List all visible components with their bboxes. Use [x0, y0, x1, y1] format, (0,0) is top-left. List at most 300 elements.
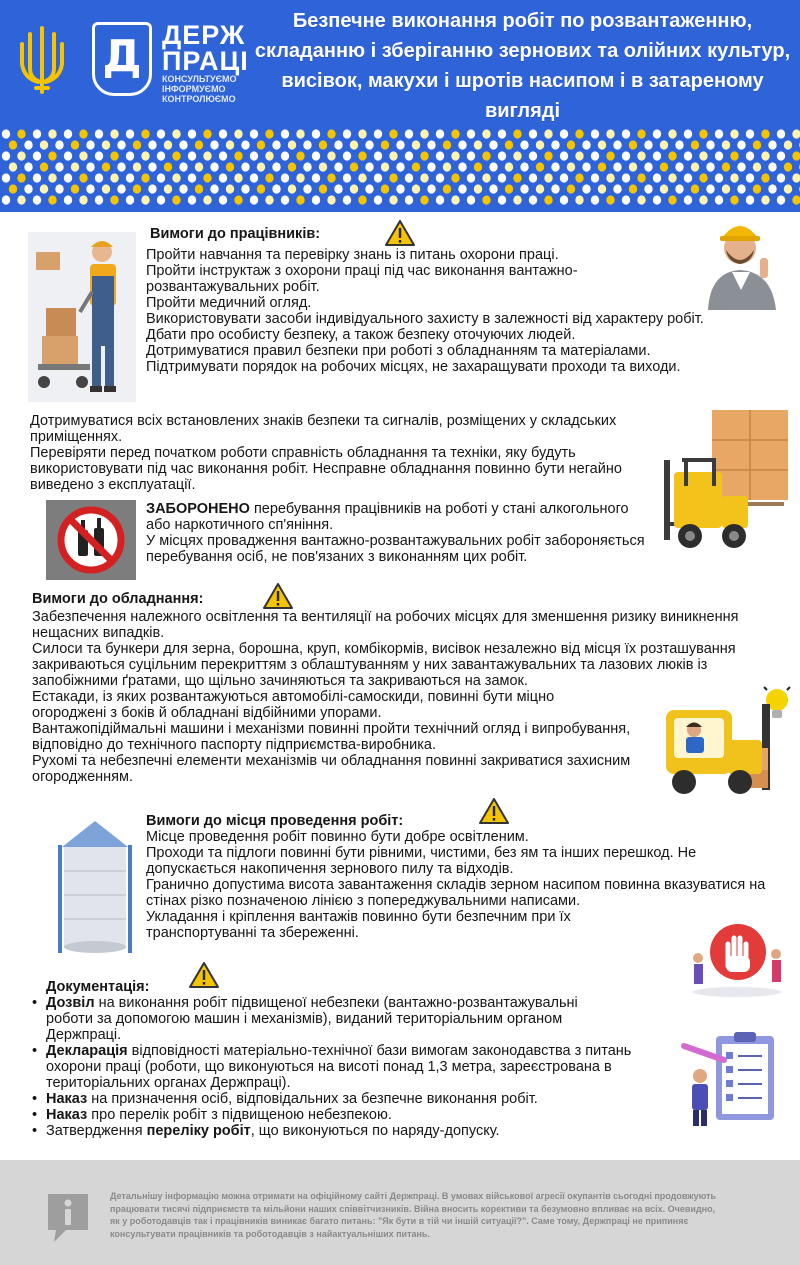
grain-dot — [334, 162, 342, 171]
forbidden-text-1 — [146, 501, 646, 533]
grain-dot — [2, 173, 10, 182]
grain-dot — [536, 140, 544, 149]
grain-dot — [79, 151, 87, 160]
doc-text: про перелік робіт з підвищеною небезпекою. — [87, 1107, 392, 1123]
grain-dot — [598, 162, 606, 171]
grain-dot — [389, 195, 397, 204]
grain-dot — [250, 195, 258, 204]
grain-dot — [110, 195, 118, 204]
grain-dot — [64, 173, 72, 182]
grain-dot — [203, 195, 211, 204]
grain-dot — [737, 140, 745, 149]
grain-dot — [219, 151, 227, 160]
grain-dot — [644, 184, 652, 193]
grain-dot — [405, 195, 413, 204]
grain-dot — [591, 151, 599, 160]
grain-dot — [17, 129, 25, 138]
grain-dot — [219, 129, 227, 138]
grain-dot — [381, 184, 389, 193]
list-item — [30, 1107, 670, 1123]
grain-dot — [544, 195, 552, 204]
grain-dot — [489, 162, 497, 171]
grain-dot — [436, 151, 444, 160]
equipment-list — [32, 609, 772, 785]
grain-dot — [2, 151, 10, 160]
grain-dot — [529, 173, 537, 182]
grain-dot — [210, 184, 218, 193]
grain-dot — [102, 140, 110, 149]
grain-dot — [95, 129, 103, 138]
grain-dot — [560, 151, 568, 160]
list-item: Проходи та підлоги повинні бути рівними, чистими, без ям та інших перешкод. Не допускається накопичення зернового пилу та відходів. — [146, 845, 697, 877]
grain-dot — [343, 195, 351, 204]
grain-dot — [660, 140, 668, 149]
grain-dot — [622, 195, 630, 204]
grain-dot — [551, 184, 559, 193]
grain-dot — [706, 184, 714, 193]
grain-dot — [575, 195, 583, 204]
grain-dot — [706, 162, 714, 171]
grain-dot — [40, 184, 48, 193]
grain-dot — [591, 173, 599, 182]
grain-dot — [567, 140, 575, 149]
grain-dot — [358, 151, 366, 160]
grain-dot — [133, 184, 141, 193]
grain-dot — [427, 184, 435, 193]
grain-dot — [141, 195, 149, 204]
list-item: Забезпечення належного освітлення та вентиляції на робочих місцях для зменшення ризику виникнення нещасних випадків. — [32, 609, 739, 641]
grain-dot — [699, 195, 707, 204]
grain-dot — [17, 173, 25, 182]
grain-dot — [226, 162, 234, 171]
grain-dot — [33, 195, 41, 204]
grain-dot — [110, 129, 118, 138]
grain-dot — [746, 129, 754, 138]
forbidden-text-2: У місцях провадження вантажно-розвантажувальних робіт забороняється перебування осіб, не пов'язаних з виконанням цих робіт. — [146, 533, 645, 565]
grain-dot — [544, 151, 552, 160]
grain-dot — [622, 151, 630, 160]
grain-dot — [350, 140, 358, 149]
grain-dot — [684, 151, 692, 160]
grain-dot — [117, 162, 125, 171]
grain-dot — [668, 151, 676, 160]
grain-dot — [792, 129, 800, 138]
workplace-list — [146, 829, 776, 941]
warning-icon — [478, 797, 510, 825]
grain-dot — [110, 151, 118, 160]
grain-dot — [622, 129, 630, 138]
grain-dot — [706, 140, 714, 149]
grain-dot — [451, 151, 459, 160]
grain-dot — [675, 140, 683, 149]
grain-dot — [281, 151, 289, 160]
grain-dot — [653, 195, 661, 204]
grain-dot — [684, 173, 692, 182]
grain-dot — [451, 195, 459, 204]
grain-dot — [296, 173, 304, 182]
grain-dot — [303, 162, 311, 171]
grain-dot — [250, 129, 258, 138]
grain-dot — [281, 173, 289, 182]
checklist-clipboard-illustration — [680, 1030, 780, 1130]
grain-dot — [753, 140, 761, 149]
forklift-with-boxes-illustration — [660, 410, 788, 555]
list-item — [30, 995, 670, 1043]
grain-dot — [513, 173, 521, 182]
grain-dot — [389, 129, 397, 138]
grain-dot — [644, 140, 652, 149]
grain-dot — [777, 173, 785, 182]
grain-dot — [343, 151, 351, 160]
grain-dot — [86, 184, 94, 193]
grain-dot — [195, 184, 203, 193]
grain-dot — [234, 173, 242, 182]
grain-dot — [64, 151, 72, 160]
grain-dot — [9, 140, 17, 149]
grain-dot — [629, 140, 637, 149]
grain-dot — [33, 173, 41, 182]
grain-dot — [520, 184, 528, 193]
grain-dot — [420, 173, 428, 182]
grain-dot — [33, 151, 41, 160]
grain-dot — [179, 162, 187, 171]
grain-dot — [172, 195, 180, 204]
grain-dot — [520, 162, 528, 171]
list-item: Використовувати засоби індивідуального захисту в залежності від характеру робіт. — [146, 311, 704, 327]
grain-dot — [95, 151, 103, 160]
grain-dot — [467, 173, 475, 182]
grain-dot — [412, 184, 420, 193]
doc-text: відповідності матеріально-технічної бази вимогам законодавства з питань охорони праці (роботи, що виконуються на висоті понад 1,3 метра, зареєстрована в територіальних органах Держпраці). — [46, 1043, 632, 1091]
grain-dot — [126, 129, 134, 138]
grain-dot — [95, 173, 103, 182]
grain-dot — [257, 162, 265, 171]
grain-dot — [443, 184, 451, 193]
grain-dot — [55, 140, 63, 149]
grain-dot — [343, 173, 351, 182]
grain-dot — [768, 162, 776, 171]
list-item: Естакади, із яких розвантажуються автомобілі-самоскиди, повинні бути міцно огороджені з боків й обладнані відбійними упорами. — [32, 689, 555, 721]
grain-dot — [226, 140, 234, 149]
grain-dot — [312, 195, 320, 204]
grain-dot — [358, 129, 366, 138]
grain-dot — [188, 129, 196, 138]
grain-dot — [613, 184, 621, 193]
grain-dot — [699, 151, 707, 160]
grain-dot — [551, 140, 559, 149]
grain-dot — [777, 129, 785, 138]
grain-dot — [746, 151, 754, 160]
grain-dot — [281, 195, 289, 204]
grain-dot — [591, 129, 599, 138]
grain-dot — [71, 162, 79, 171]
grain-dot — [327, 151, 335, 160]
doc-text: на призначення осіб, відповідальних за безпечне виконання робіт. — [87, 1091, 538, 1107]
list-item: Підтримувати порядок на робочих місцях, не захаращувати проходи та виходи. — [146, 359, 681, 375]
grain-dot — [250, 173, 258, 182]
grain-dot — [64, 195, 72, 204]
grain-dot — [699, 173, 707, 182]
doc-bold: Наказ — [46, 1107, 88, 1123]
grain-dot — [365, 140, 373, 149]
grain-dot — [381, 162, 389, 171]
grain-dot — [637, 173, 645, 182]
grain-dot — [405, 129, 413, 138]
stop-hand-illustration — [686, 918, 788, 998]
forbidden-block — [146, 501, 646, 565]
grain-dot — [48, 151, 56, 160]
brand-line-2: ПРАЦІ — [162, 46, 249, 76]
grain-dot — [768, 140, 776, 149]
warning-icon — [262, 582, 294, 610]
grain-dot — [784, 162, 792, 171]
grain-dot — [141, 173, 149, 182]
grain-dot — [17, 195, 25, 204]
grain-dot — [560, 195, 568, 204]
grain-dot — [482, 129, 490, 138]
grain-dot — [753, 184, 761, 193]
grain-dot — [715, 151, 723, 160]
grain-dot — [334, 184, 342, 193]
list-item: Укладання і кріплення вантажів повинно бути безпечним при їх транспортуванні та збереженні. — [146, 909, 571, 941]
grain-dot — [374, 195, 382, 204]
grain-dot — [498, 173, 506, 182]
grain-dot — [374, 173, 382, 182]
grain-dot — [482, 173, 490, 182]
grain-dot — [489, 140, 497, 149]
doc-text: , що виконуються по наряду-допуску. — [250, 1123, 500, 1139]
grain-dot — [474, 140, 482, 149]
grain-dot — [606, 151, 614, 160]
grain-dot — [164, 184, 172, 193]
derzhpratsi-logo — [92, 22, 152, 96]
grain-dot — [327, 129, 335, 138]
grain-dot — [95, 195, 103, 204]
list-item: Місце проведення робіт повинно бути добре освітленим. — [146, 829, 529, 845]
grain-dot — [327, 173, 335, 182]
grain-dot — [203, 173, 211, 182]
grain-dot — [575, 129, 583, 138]
grain-dot — [629, 162, 637, 171]
list-item: Пройти інструктаж з охорони праці під час виконання вантажно-розвантажувальних робіт. — [146, 263, 578, 295]
grain-dot — [33, 129, 41, 138]
warning-icon — [188, 961, 220, 989]
grain-dot — [312, 129, 320, 138]
grain-dot — [312, 173, 320, 182]
grain-dot — [792, 151, 800, 160]
list-item: Дбати про особисту безпеку, а також безпеку оточуючих людей. — [146, 327, 576, 343]
grain-dot — [234, 195, 242, 204]
footer-info — [0, 1160, 800, 1265]
grain-dot — [467, 129, 475, 138]
grain-dot — [188, 151, 196, 160]
grain-dot — [334, 140, 342, 149]
grain-dot — [529, 129, 537, 138]
grain-dot — [544, 173, 552, 182]
grain-dot — [396, 140, 404, 149]
warning-icon — [384, 219, 416, 247]
grain-dot — [141, 129, 149, 138]
grain-dot — [498, 129, 506, 138]
list-item: Дотримуватися всіх встановлених знаків безпеки та сигналів, розміщених у складських приміщеннях. — [30, 413, 617, 445]
grain-dot — [102, 184, 110, 193]
documents-list — [30, 995, 670, 1139]
grain-dot — [117, 140, 125, 149]
grain-dot — [792, 195, 800, 204]
grain-dot — [350, 184, 358, 193]
grain-dot — [675, 162, 683, 171]
forbidden-label: ЗАБОРОНЕНО — [146, 501, 250, 517]
grain-dot — [598, 140, 606, 149]
grain-dot — [637, 151, 645, 160]
grain-dot — [234, 151, 242, 160]
grain-dot — [312, 151, 320, 160]
grain-dot — [374, 151, 382, 160]
list-item — [30, 1091, 670, 1107]
grain-dot — [505, 162, 513, 171]
grain-dot — [203, 129, 211, 138]
doc-bold: Декларація — [46, 1043, 128, 1059]
grain-dot — [575, 151, 583, 160]
grain-dot — [24, 184, 32, 193]
grain-dot — [606, 195, 614, 204]
grain-dot — [148, 140, 156, 149]
grain-dot — [529, 151, 537, 160]
grain-dot — [117, 184, 125, 193]
brand-line-1: ДЕРЖ — [162, 20, 246, 50]
grain-dot — [24, 162, 32, 171]
page-title: Безпечне виконання робіт по розвантаженню, складанню і зберіганню зернових та олійних культур, висівок, макухи і шротів насипом і в затареному вигляді — [254, 10, 791, 122]
grain-dot — [784, 184, 792, 193]
grain-dot — [126, 195, 134, 204]
grain-dot — [443, 140, 451, 149]
grain-dot — [110, 173, 118, 182]
brand-tag-3: КОНТРОЛЮЄМО — [162, 94, 236, 104]
grain-dot — [598, 184, 606, 193]
grain-dot — [179, 140, 187, 149]
grain-dot — [412, 140, 420, 149]
grain-dot — [179, 184, 187, 193]
grain-dot — [505, 140, 513, 149]
header-banner — [0, 0, 800, 212]
grain-dot — [195, 162, 203, 171]
grain-dot — [653, 173, 661, 182]
grain-dot — [148, 184, 156, 193]
grain-dot — [660, 184, 668, 193]
grain-dot — [746, 195, 754, 204]
grain-dot — [513, 129, 521, 138]
grain-dot — [529, 195, 537, 204]
grain-dot — [265, 195, 273, 204]
grain-dot — [451, 173, 459, 182]
grain-dot — [560, 129, 568, 138]
grain-dot — [420, 129, 428, 138]
grain-dot — [498, 195, 506, 204]
grain-dot — [730, 195, 738, 204]
grain-dot — [389, 173, 397, 182]
grain-dot — [272, 140, 280, 149]
doc-text: на виконання робіт підвищеної небезпеки (вантажно-розвантажувальні роботи за допомогою машин і механізмів), виданий територіальним органом Держпраці. — [46, 995, 578, 1043]
grain-dot — [396, 162, 404, 171]
grain-dot — [498, 151, 506, 160]
grain-dot — [71, 184, 79, 193]
grain-dot — [79, 195, 87, 204]
grain-dot — [288, 140, 296, 149]
list-item — [30, 1043, 670, 1091]
grain-dot — [188, 173, 196, 182]
grain-dot — [210, 162, 218, 171]
grain-dot — [234, 129, 242, 138]
grain-dot — [9, 162, 17, 171]
grain-dot — [272, 162, 280, 171]
grain-dot — [443, 162, 451, 171]
grain-dot — [520, 140, 528, 149]
grain-dot — [265, 151, 273, 160]
grain-dot — [582, 162, 590, 171]
grain-dot — [668, 195, 676, 204]
grain-dot — [622, 173, 630, 182]
grain-dot — [467, 195, 475, 204]
grain-dot — [482, 151, 490, 160]
grain-dot — [126, 151, 134, 160]
grain-dot — [350, 162, 358, 171]
grain-dot — [365, 162, 373, 171]
grain-dot — [40, 162, 48, 171]
grain-dot — [777, 151, 785, 160]
grain-dot — [64, 129, 72, 138]
doc-bold: Наказ — [46, 1091, 88, 1107]
grain-dot — [715, 173, 723, 182]
grain-dot — [319, 162, 327, 171]
grain-dot — [157, 151, 165, 160]
grain-dot — [761, 173, 769, 182]
grain-dot — [296, 129, 304, 138]
grain-dot — [691, 140, 699, 149]
workers-heading: Вимоги до працівників: — [150, 226, 321, 242]
grain-dot — [257, 184, 265, 193]
grain-dot — [737, 162, 745, 171]
grain-dot — [560, 173, 568, 182]
grain-dot — [2, 129, 10, 138]
grain-dot — [396, 184, 404, 193]
grain-dot — [265, 129, 273, 138]
grain-dot — [141, 151, 149, 160]
grain-dot — [722, 140, 730, 149]
grain-dot — [436, 173, 444, 182]
grain-dot — [358, 173, 366, 182]
forklift-driver-illustration — [662, 700, 774, 800]
grain-dot — [48, 195, 56, 204]
grain-dot — [637, 129, 645, 138]
list-item — [30, 1123, 670, 1139]
grain-dot — [427, 162, 435, 171]
grain-dot — [489, 184, 497, 193]
list-item: Пройти навчання та перевірку знань із питань охорони праці. — [146, 247, 559, 263]
grain-dot — [715, 129, 723, 138]
grain-dot — [86, 140, 94, 149]
workers-list-top — [146, 247, 786, 375]
grain-dot — [482, 195, 490, 204]
grain-dot — [172, 151, 180, 160]
grain-dot — [582, 140, 590, 149]
grain-dot — [250, 151, 258, 160]
documents-heading: Документація: — [46, 979, 150, 995]
grain-dot — [343, 129, 351, 138]
grain-dot — [777, 195, 785, 204]
grain-dot — [148, 162, 156, 171]
grain-dot — [133, 140, 141, 149]
list-item: Вантажопідіймальні машини і механізми повинні пройти технічний огляд і випробування, відповідно до технічного паспорту підприємства-виробника. — [32, 721, 631, 753]
